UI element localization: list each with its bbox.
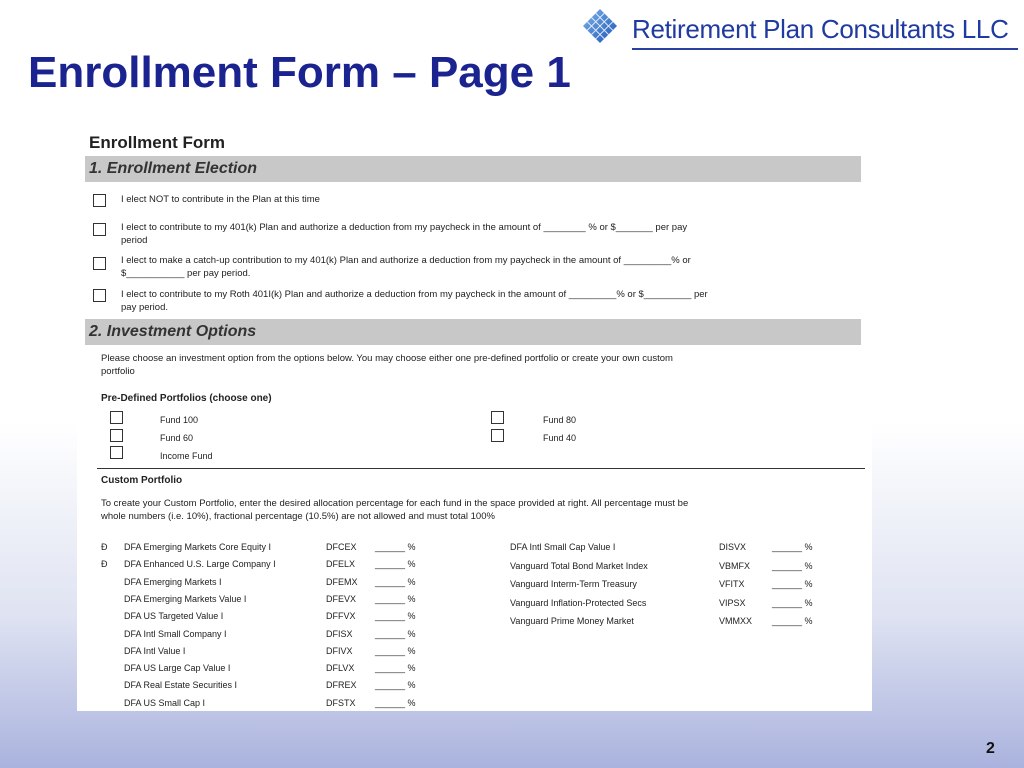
section-enrollment-election: 1. Enrollment Election — [85, 156, 861, 182]
form-title: Enrollment Form — [89, 133, 226, 152]
label-fund-40: Fund 40 — [543, 433, 577, 443]
fund-name: DFA Intl Small Company I — [124, 628, 227, 639]
fund-name: Vanguard Inflation-Protected Secs — [510, 597, 647, 608]
fund-ticker: DFSTX — [326, 697, 356, 708]
company-logo — [578, 4, 1018, 50]
option-catch-up-contribution-cont: $___________ per pay period. — [121, 268, 251, 279]
fund-name: DFA Emerging Markets I — [124, 576, 222, 587]
fund-name: DFA Intl Small Cap Value I — [510, 542, 616, 552]
checkbox-catch-up-contribution[interactable] — [93, 257, 106, 270]
fund-ticker: DFEVX — [326, 593, 357, 604]
fund-name: Vanguard Total Bond Market Index — [510, 560, 648, 571]
custom-portfolio-heading: Custom Portfolio — [101, 475, 183, 486]
custom-portfolio-intro-cont: whole numbers (i.e. 10%), fractional percentage (10.5%) are not allowed and must total 100% — [101, 511, 495, 522]
checkbox-401k-contribution[interactable] — [93, 223, 106, 236]
label-fund-100: Fund 100 — [160, 415, 199, 425]
option-roth-contribution-cont: pay period. — [121, 302, 169, 313]
fund-allocation-blank[interactable]: ______ % — [375, 559, 416, 570]
fund-ticker: VMMXX — [719, 616, 753, 626]
slide-title: Enrollment Form – Page 1 — [28, 48, 571, 97]
fund-allocation-blank[interactable]: ______ % — [772, 616, 813, 626]
fund-ticker: VFITX — [719, 579, 745, 589]
option-roth-contribution: I elect to contribute to my Roth 401I(k) Plan and authorize a deduction from my paycheck in the amount of _________% or $_________ per — [121, 289, 708, 300]
checkbox-income-fund[interactable] — [110, 446, 123, 459]
fund-allocation-blank[interactable]: ______ % — [375, 576, 416, 587]
fund-ticker: DFELX — [326, 559, 356, 570]
fund-ticker: DFCEX — [326, 542, 357, 552]
label-fund-80: Fund 80 — [543, 415, 577, 425]
checkbox-roth-contribution[interactable] — [93, 289, 106, 302]
fund-name: DFA Real Estate Securities I — [124, 680, 238, 691]
option-catch-up-contribution: I elect to make a catch-up contribution to my 401(k) Plan and authorize a deduction from my paycheck in the amount of _________% or — [121, 255, 691, 266]
fund-allocation-blank[interactable]: ______ % — [375, 680, 416, 691]
fund-name: DFA Intl Value I — [124, 645, 186, 656]
fund-ticker: DFISX — [326, 628, 353, 639]
fund-name: DFA Emerging Markets Core Equity I — [124, 542, 272, 552]
fund-name: DFA US Large Cap Value I — [124, 663, 231, 674]
logo-underline — [632, 48, 1018, 50]
fund-name: DFA US Targeted Value I — [124, 611, 224, 622]
option-no-contribution: I elect NOT to contribute in the Plan at this time — [121, 194, 320, 205]
fund-allocation-blank[interactable]: ______ % — [375, 663, 416, 674]
fund-ticker: DFLVX — [326, 663, 355, 674]
fund-ticker: DFIVX — [326, 645, 353, 656]
checkbox-fund-80[interactable] — [491, 411, 504, 424]
section-investment-options: 2. Investment Options — [85, 319, 861, 345]
fund-name: DFA Emerging Markets Value I — [124, 593, 247, 604]
fund-ticker: DFEMX — [326, 576, 358, 587]
fund-allocation-blank[interactable]: ______ % — [375, 593, 416, 604]
fund-ticker: DFREX — [326, 680, 357, 691]
diamond-grid-icon — [582, 8, 618, 44]
fund-allocation-blank[interactable]: ______ % — [375, 628, 416, 639]
fund-allocation-blank[interactable]: ______ % — [772, 560, 813, 571]
fund-name: Vanguard Prime Money Market — [510, 616, 634, 626]
custom-portfolio-intro: To create your Custom Portfolio, enter the desired allocation percentage for each fund in the space provided at right. All percentage must be — [101, 498, 689, 509]
page-number: 2 — [986, 740, 995, 757]
fund-ticker: VIPSX — [719, 597, 746, 608]
fund-ticker: DFFVX — [326, 611, 356, 622]
fund-allocation-blank[interactable]: ______ % — [772, 542, 813, 552]
fund-allocation-blank[interactable]: ______ % — [772, 597, 813, 608]
investment-intro: Please choose an investment option from the options below. You may choose either one pre-defined portfolio or create your own custom — [101, 353, 673, 364]
fund-bullet: Ð — [101, 559, 108, 570]
fund-ticker: VBMFX — [719, 560, 751, 571]
checkbox-no-contribution[interactable] — [93, 194, 106, 207]
fund-name: Vanguard Interm-Term Treasury — [510, 579, 637, 589]
fund-name: DFA US Small Cap I — [124, 697, 206, 708]
fund-bullet: Ð — [101, 542, 108, 552]
fund-name: DFA Enhanced U.S. Large Company I — [124, 559, 276, 570]
fund-allocation-blank[interactable]: ______ % — [772, 579, 813, 589]
fund-allocation-blank[interactable]: ______ % — [375, 697, 416, 708]
investment-intro-cont: portfolio — [101, 366, 135, 377]
custom-portfolio-divider — [97, 468, 865, 469]
label-fund-60: Fund 60 — [160, 433, 194, 443]
fund-ticker: DISVX — [719, 542, 747, 552]
option-401k-contribution-cont: period — [121, 235, 148, 246]
checkbox-fund-60[interactable] — [110, 429, 123, 442]
label-income-fund: Income Fund — [160, 451, 213, 461]
company-name: Retirement Plan Consultants LLC — [632, 14, 1009, 44]
enrollment-form-document — [77, 127, 872, 711]
fund-allocation-blank[interactable]: ______ % — [375, 645, 416, 656]
checkbox-fund-40[interactable] — [491, 429, 504, 442]
option-401k-contribution: I elect to contribute to my 401(k) Plan and authorize a deduction from my paycheck in the amount of ________ % or $_______ per pay — [121, 222, 688, 233]
predefined-heading: Pre-Defined Portfolios (choose one) — [101, 393, 272, 404]
fund-allocation-blank[interactable]: ______ % — [375, 542, 416, 552]
fund-allocation-blank[interactable]: ______ % — [375, 611, 416, 622]
checkbox-fund-100[interactable] — [110, 411, 123, 424]
